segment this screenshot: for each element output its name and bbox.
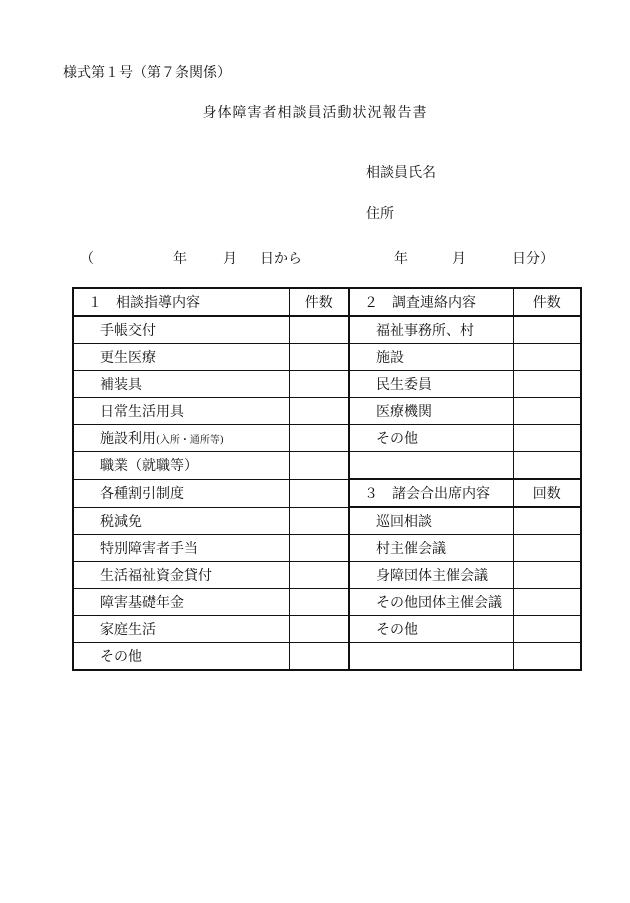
- section3-count-cell[interactable]: [513, 616, 581, 643]
- section1-item: 職業（就職等）: [73, 452, 289, 480]
- section1-item-facility: [73, 425, 289, 452]
- section3-count-cell[interactable]: [513, 507, 581, 535]
- section1-item: 手帳交付: [73, 316, 289, 344]
- period-end-year: 年: [394, 251, 408, 267]
- period-open-paren: （: [80, 251, 94, 267]
- section2-count-cell[interactable]: [513, 425, 581, 452]
- section2-empty-count-cell[interactable]: [513, 452, 581, 480]
- period-start-year: 年: [173, 251, 187, 267]
- section2-empty-cell[interactable]: [349, 452, 513, 480]
- counselor-name-label: 相談員氏名: [366, 165, 436, 181]
- address-label: 住所: [366, 206, 394, 222]
- section2-item: 民生委員: [349, 371, 513, 398]
- section1-item: 税減免: [73, 507, 289, 535]
- section1-item: 更生医療: [73, 344, 289, 371]
- section2-count-header: 件数: [513, 288, 581, 316]
- section2-item: 医療機関: [349, 398, 513, 425]
- section1-count-header: 件数: [289, 288, 349, 316]
- section1-item: 生活福祉資金貸付: [73, 562, 289, 589]
- section1-count-cell[interactable]: [289, 616, 349, 643]
- section1-item-label: 施設利用: [100, 431, 156, 447]
- section1-count-cell[interactable]: [289, 452, 349, 480]
- section1-count-cell[interactable]: [289, 507, 349, 535]
- facility-note: (入所・通所等): [156, 435, 224, 446]
- document-title: 身体障害者相談員活動状況報告書: [202, 105, 428, 121]
- section1-count-cell[interactable]: [289, 643, 349, 671]
- section3-header: ３ 諸会合出席内容: [349, 479, 513, 507]
- section3-item: 身障団体主催会議: [349, 562, 513, 589]
- section2-count-cell[interactable]: [513, 371, 581, 398]
- section1-item: 補装具: [73, 371, 289, 398]
- section1-item: その他: [73, 643, 289, 671]
- section3-count-cell[interactable]: [513, 562, 581, 589]
- reporting-period: [80, 248, 560, 268]
- section2-count-cell[interactable]: [513, 344, 581, 371]
- section1-count-cell[interactable]: [289, 371, 349, 398]
- section1-item: 家庭生活: [73, 616, 289, 643]
- section3-item: 村主催会議: [349, 535, 513, 562]
- section1-header: １ 相談指導内容: [73, 288, 289, 316]
- section2-item: 施設: [349, 344, 513, 371]
- section1-count-cell[interactable]: [289, 589, 349, 616]
- form-number: 様式第１号（第７条関係）: [63, 65, 231, 81]
- section2-count-cell[interactable]: [513, 316, 581, 344]
- section1-count-cell[interactable]: [289, 344, 349, 371]
- section2-item: 福祉事務所、村: [349, 316, 513, 344]
- section2-header: ２ 調査連絡内容: [349, 288, 513, 316]
- section3-count-header: 回数: [513, 479, 581, 507]
- section1-count-cell[interactable]: [289, 535, 349, 562]
- section1-item: 障害基礎年金: [73, 589, 289, 616]
- section1-count-cell[interactable]: [289, 316, 349, 344]
- section1-count-cell[interactable]: [289, 425, 349, 452]
- period-start-month: 月: [223, 251, 237, 267]
- section3-item: その他団体主催会議: [349, 589, 513, 616]
- section3-empty-count-cell[interactable]: [513, 643, 581, 671]
- section1-item: 日常生活用具: [73, 398, 289, 425]
- section1-count-cell[interactable]: [289, 398, 349, 425]
- activity-report-table: [72, 287, 582, 671]
- section1-item: 特別障害者手当: [73, 535, 289, 562]
- section3-item: その他: [349, 616, 513, 643]
- section1-item: 各種割引制度: [73, 479, 289, 507]
- section2-item: その他: [349, 425, 513, 452]
- section3-count-cell[interactable]: [513, 535, 581, 562]
- period-start-day: 日から: [260, 251, 302, 267]
- section1-count-cell[interactable]: [289, 562, 349, 589]
- section2-count-cell[interactable]: [513, 398, 581, 425]
- section1-count-cell[interactable]: [289, 479, 349, 507]
- section3-count-cell[interactable]: [513, 589, 581, 616]
- section3-empty-cell[interactable]: [349, 643, 513, 671]
- period-end-month: 月: [452, 251, 466, 267]
- period-end-day: 日分）: [512, 251, 554, 267]
- section3-item: 巡回相談: [349, 507, 513, 535]
